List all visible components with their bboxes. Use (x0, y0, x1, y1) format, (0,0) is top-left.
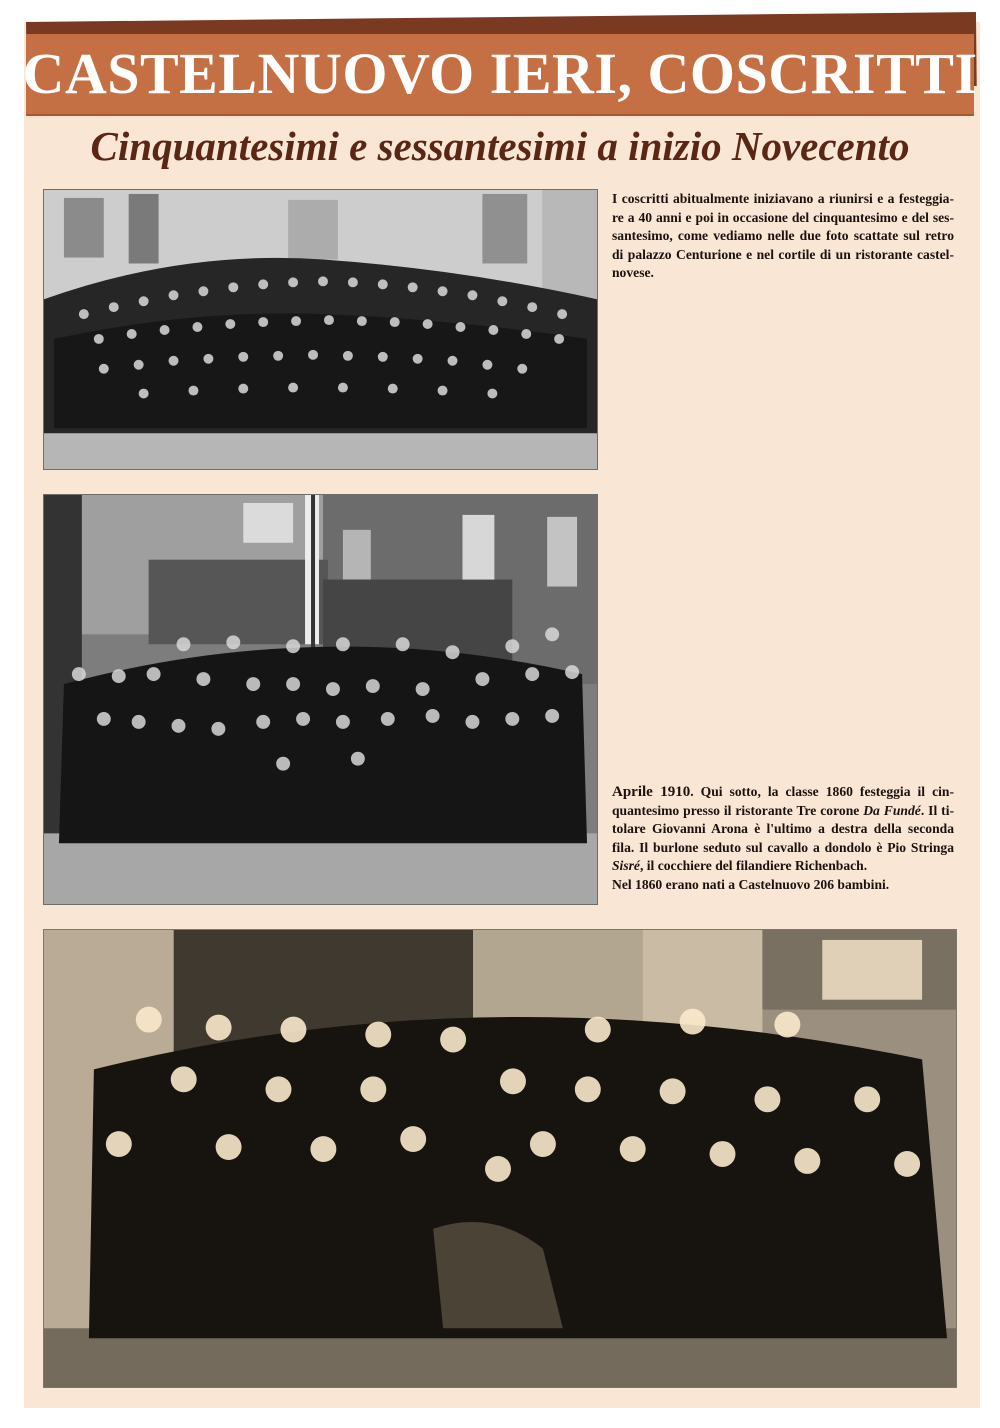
page-subtitle: Cinquantesimi e sessantesimi a inizio Novecento (90, 123, 910, 169)
group-photo-courtyard (43, 494, 598, 905)
title-banner (22, 34, 978, 116)
caption-bottom-part-2: . Il ti-tolare Giovanni Arona è l'ultimo a destra della seconda fila. Il burlone seduto sul cavallo a dondolo è Pio Stringa (612, 802, 954, 855)
group-photo-classe-1860 (43, 929, 957, 1388)
page-title: CASTELNUOVO IERI, COSCRITTI (22, 41, 978, 106)
caption-top (612, 190, 954, 283)
caption-bottom-part-1: . Qui sotto, la classe 1860 festeggia il cin-quantesimo presso il ristorante Tre corone (612, 784, 954, 818)
caption-births-line: Nel 1860 erano nati a Castelnuovo 206 bambini. (612, 876, 890, 892)
caption-bottom (612, 783, 954, 895)
caption-nickname: Sisré (612, 858, 640, 874)
caption-restaurant-name: Da Fundé (863, 802, 921, 818)
caption-bottom-part-3: , il cocchiere del filandiere Richenbach. (639, 858, 868, 874)
caption-date: Aprile 1910 (612, 784, 691, 800)
group-photo-palazzo (43, 189, 598, 470)
caption-top-text: I coscritti abitualmente iniziavano a riunirsi e a festeggia-re a 40 anni e poi in occasione del cinquantesimo e del ses-santesimo, come vediamo nelle due foto scattate sul retro di palazzo Centurione e nel cortile di un ristorante castel-novese. (612, 191, 954, 281)
